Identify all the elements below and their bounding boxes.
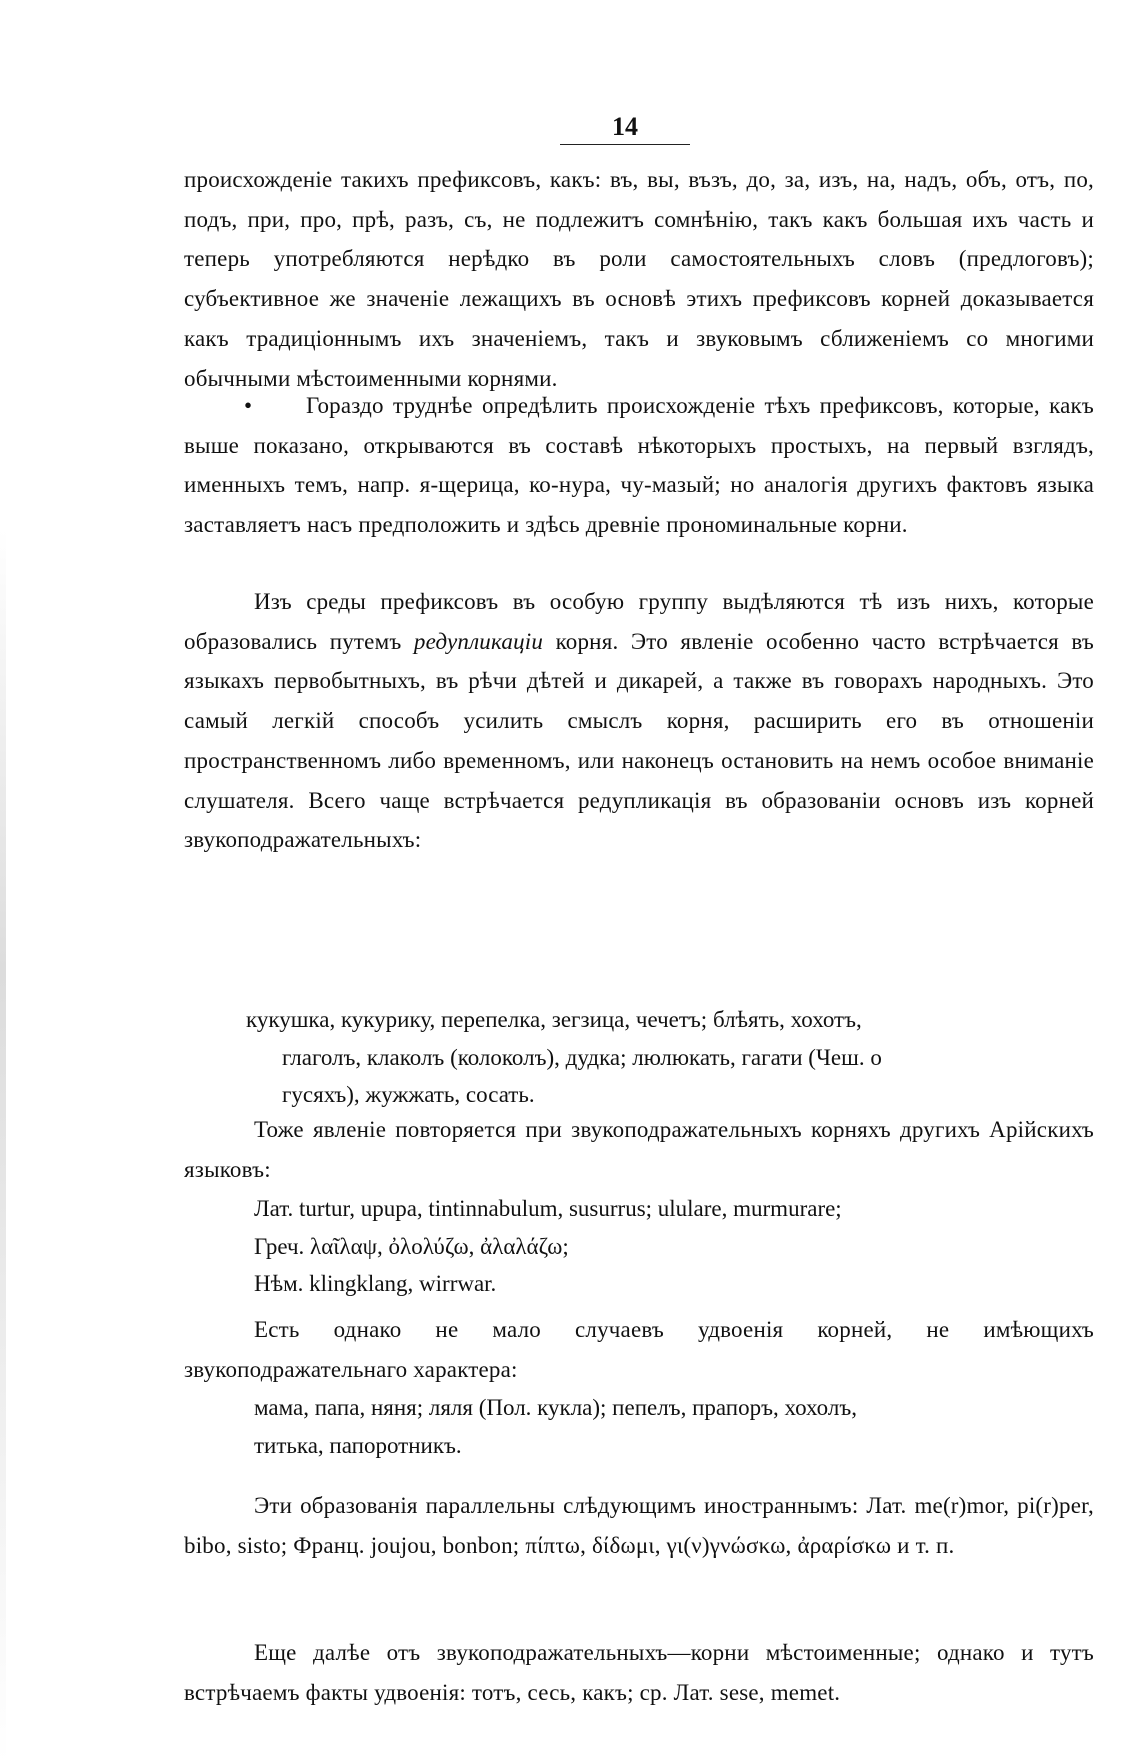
paragraph-text — [184, 582, 1094, 860]
example-line: мама, папа, няня; ляля (Пол. кукла); пепелъ, прапоръ, хохолъ, — [254, 1395, 857, 1420]
paragraph-non-onomatopoeic — [184, 1310, 1094, 1389]
binding-edge — [0, 0, 6, 1764]
example-line: глаголъ, клаколъ (колоколъ), дудка; люлюкать, гагати (Чеш. о — [282, 1044, 882, 1070]
text-run: Изъ среды префиксовъ въ особую группу выдѣляются тѣ изъ нихъ, которые образовались путемъ — [184, 589, 1094, 654]
paragraph-aryan — [184, 1110, 1094, 1189]
example-line: Лат. turtur, upupa, tintinnabulum, susurrus; ululare, murmurare; — [254, 1196, 842, 1221]
paragraph-foreign-parallels — [184, 1486, 1094, 1565]
paragraph-text: происхожденіе такихъ префиксовъ, какъ: въ, вы, възъ, до, за, изъ, на, надъ, объ, отъ, по, подъ, при, про, прѣ, разъ, съ, не подлежитъ сомнѣнію, такъ какъ большая ихъ часть и теперь употребляются нерѣдко въ роли самостоятельныхъ словъ (предлоговъ); субъективное же значеніе лежащихъ въ основѣ этихъ префиксовъ корней доказывается какъ традиціоннымъ ихъ значеніемъ, такъ и звуковымъ сближеніемъ со многими обычными мѣстоименными корнями. — [184, 167, 1094, 391]
bullet-mark: • — [244, 393, 253, 418]
text-run: корня. Это явленіе особенно часто встрѣчается въ языкахъ первобытныхъ, въ рѣчи дѣтей и дикарей, а также въ говорахъ народныхъ. Это самый легкій способъ усилить смыслъ корня, расширить его въ отношеніи пространственномъ либо временномъ, или наконецъ остановить на немъ особое вниманіе слушателя. Всего чаще встрѣчается редупликація въ образованіи основъ изъ корней звукоподражательныхъ: — [184, 628, 1094, 853]
italic-term: редупликаціи — [413, 628, 544, 654]
example-line: Греч. λαῖλαψ, ὀλολύζω, ἀλαλάζω; — [254, 1233, 569, 1259]
paragraph-text: Еще далѣе отъ звукоподражательныхъ—корни мѣстоименные; однако и тутъ встрѣчаемъ факты удвоенія: тотъ, сесь, какъ; ср. Лат. sese, memet. — [184, 1640, 1094, 1705]
examples-aryan — [254, 1190, 842, 1303]
example-line: титька, папоротникъ. — [254, 1432, 462, 1458]
example-line: кукушка, кукурику, перепелка, зегзица, чечетъ; блѣять, хохотъ, — [246, 1007, 862, 1032]
page-number: 14 — [560, 112, 690, 145]
paragraph-body: Гораздо труднѣе опредѣлить происхожденіе тѣхъ префиксовъ, которые, какъ выше показано, открываются въ составѣ нѣкоторыхъ простыхъ, на первый взглядъ, именныхъ темъ, напр. я-щерица, ко-нура, чу-мазый; но аналогія другихъ фактовъ языка заставляетъ насъ предположить и здѣсь древніе прономинальные корни. — [184, 393, 1094, 538]
paragraph-text: Есть однако не мало случаевъ удвоенія корней, не имѣющихъ звукоподражательнаго характера: — [184, 1317, 1094, 1382]
example-line: Нѣм. klingklang, wirrwar. — [254, 1271, 497, 1296]
examples-onomatopoeic — [246, 1001, 882, 1114]
paragraph-text: Эти образованія параллельны слѣдующимъ иностраннымъ: Лат. me(r)mor, pi(r)per, bibo, sisto; Франц. joujou, bonbon; πίπτω, δίδωμι, γι(ν)γνώσκω, ἀραρίσκω и т. п. — [184, 1493, 1094, 1558]
example-line: гусяхъ), жужжать, сосать. — [282, 1082, 535, 1107]
paragraph-prefix-origins — [184, 160, 1094, 398]
paragraph-text — [184, 386, 1094, 545]
paragraph-difficult-prefixes — [184, 386, 1094, 545]
paragraph-text: Тоже явленіе повторяется при звукоподражательныхъ корняхъ другихъ Арійскихъ языковъ: — [184, 1117, 1094, 1182]
paragraph-reduplication — [184, 582, 1094, 860]
paragraph-pronominal — [184, 1633, 1094, 1712]
examples-non-onomatopoeic — [254, 1389, 857, 1464]
